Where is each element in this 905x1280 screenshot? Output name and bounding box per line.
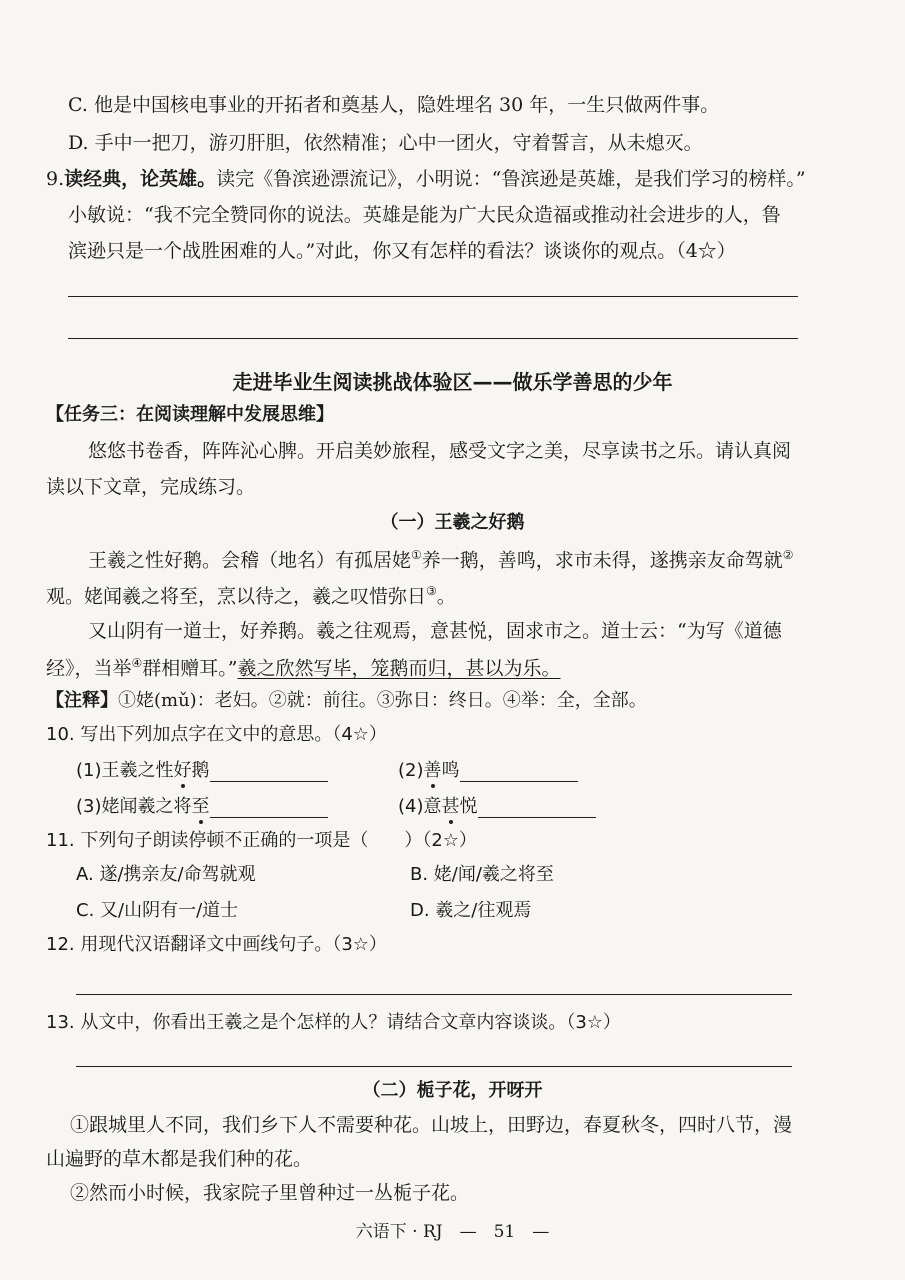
passage1-p2-line1: 又山阴有一道士，好养鹅。羲之往观焉，意甚悦，固求市之。道士云：“为写《道德 [88, 620, 782, 642]
q10-blank-1[interactable] [210, 763, 328, 782]
q11-option-d[interactable]: D. 羲之/往观焉 [410, 900, 532, 921]
q9-answer-line-2[interactable] [68, 338, 798, 339]
q10-item-1 [76, 760, 328, 782]
section-title: 走进毕业生阅读挑战体验区——做乐学善思的少年 [232, 370, 673, 394]
footnote-mark-1: ① [411, 548, 422, 562]
passage1-text: 养一鹅，善鸣，求市未得，遂携亲友命驾就 [421, 549, 783, 572]
q10-blank-4[interactable] [478, 799, 596, 818]
q9-number: 9. [46, 168, 65, 190]
footnote-mark-3: ③ [426, 584, 437, 598]
dotted-char: 甚 [441, 796, 460, 817]
footnote-mark-4: ④ [131, 656, 143, 670]
q9-lead: 读经典，论英雄。 [64, 168, 217, 190]
q10-blank-3[interactable] [210, 799, 328, 818]
dotted-char: 好 [173, 760, 192, 781]
notes-label: 【注释】 [46, 690, 118, 711]
page-footer: 六语下 · RJ — 51 — [355, 1222, 550, 1242]
q10-item-3 [76, 796, 328, 818]
passage1-text: 。 [436, 585, 456, 608]
passage1-text: 群相赠耳。” [142, 657, 238, 680]
underlined-sentence: 羲之欣然写毕，笼鹅而归，甚以为乐。 [237, 657, 561, 680]
passage2-p2-line1: ②然而小时候，我家院子里曾种过一丛栀子花。 [70, 1182, 470, 1204]
q9-line-1 [46, 168, 806, 191]
passage1-p2-line2 [46, 656, 561, 680]
dotted-char: 善 [423, 760, 442, 781]
notes [46, 690, 647, 712]
q13-answer-line[interactable] [76, 1066, 792, 1067]
q10-text: 悦 [459, 796, 478, 817]
q9-line-3: 滨逊只是一个战胜困难的人。”对此，你又有怎样的看法？谈谈你的观点。（4☆） [68, 240, 736, 262]
passage1-p1-line2 [46, 584, 456, 608]
q10-text: (1)王羲之性 [76, 760, 174, 781]
intro-line-1: 悠悠书卷香，阵阵沁心脾。开启美妙旅程，感受文字之美，尽享读书之乐。请认真阅 [88, 440, 792, 462]
q9-answer-line-1[interactable] [68, 296, 798, 297]
passage1-text: 王羲之性好鹅。会稽（地名）有孤居姥 [88, 549, 412, 572]
dotted-char: 至 [191, 796, 210, 817]
task-heading: 【任务三：在阅读理解中发展思维】 [46, 404, 334, 425]
q10-text: 鹅 [191, 760, 210, 781]
q9-text: 读完《鲁滨逊漂流记》，小明说：“鲁滨逊是英雄，是我们学习的榜样。” [216, 168, 806, 190]
q13-stem: 13. 从文中，你看出王羲之是个怎样的人？请结合文章内容谈谈。（3☆） [46, 1012, 621, 1033]
q10-blank-2[interactable] [460, 763, 578, 782]
notes-text: ①姥(mǔ)：老妇。②就：前往。③弥日：终日。④举：全，全部。 [118, 690, 647, 711]
q12-stem: 12. 用现代汉语翻译文中画线句子。（3☆） [46, 934, 387, 955]
q10-stem: 10. 写出下列加点字在文中的意思。（4☆） [46, 724, 387, 745]
q10-item-2 [398, 760, 578, 782]
q9-line-2: 小敏说：“我不完全赞同你的说法。英雄是能为广大民众造福或推动社会进步的人，鲁 [68, 204, 781, 226]
q10-text: (4)意 [398, 796, 442, 817]
q10-text: (3)姥闻羲之将 [76, 796, 192, 817]
q11-stem: 11. 下列句子朗读停顿不正确的一项是（ ）（2☆） [46, 830, 477, 851]
q10-item-4 [398, 796, 596, 818]
passage2-title: （二）栀子花，开呀开 [362, 1080, 543, 1101]
passage2-p1-line2: 山遍野的草木都是我们种的花。 [46, 1148, 313, 1170]
passage1-text: 经》，当举 [46, 657, 132, 680]
q11-option-c[interactable]: C. 又/山阴有一/道士 [76, 900, 239, 921]
q11-option-b[interactable]: B. 姥/闻/羲之将至 [410, 864, 554, 885]
intro-line-2: 读以下文章，完成练习。 [46, 476, 256, 498]
passage1-text: 观。姥闻羲之将至，烹以待之，羲之叹惜弥日 [46, 585, 427, 608]
passage1-title: （一）王羲之好鹅 [380, 512, 525, 533]
q8-option-d: D. 手中一把刀，游刃肝胆，依然精准；心中一团火，守着誓言，从未熄灭。 [68, 132, 703, 154]
q8-option-c: C. 他是中国核电事业的开拓者和奠基人，隐姓埋名 30 年，一生只做两件事。 [68, 94, 720, 116]
q11-option-a[interactable]: A. 遂/携亲友/命驾就观 [76, 864, 256, 885]
footnote-mark-2: ② [782, 548, 794, 562]
passage1-p1-line1 [88, 548, 794, 572]
q12-answer-line[interactable] [76, 994, 792, 995]
passage2-p1-line1: ①跟城里人不同，我们乡下人不需要种花。山坡上，田野边，春夏秋冬，四时八节，漫 [70, 1114, 793, 1136]
q10-text: 鸣 [441, 760, 460, 781]
q10-text: (2) [398, 760, 424, 781]
